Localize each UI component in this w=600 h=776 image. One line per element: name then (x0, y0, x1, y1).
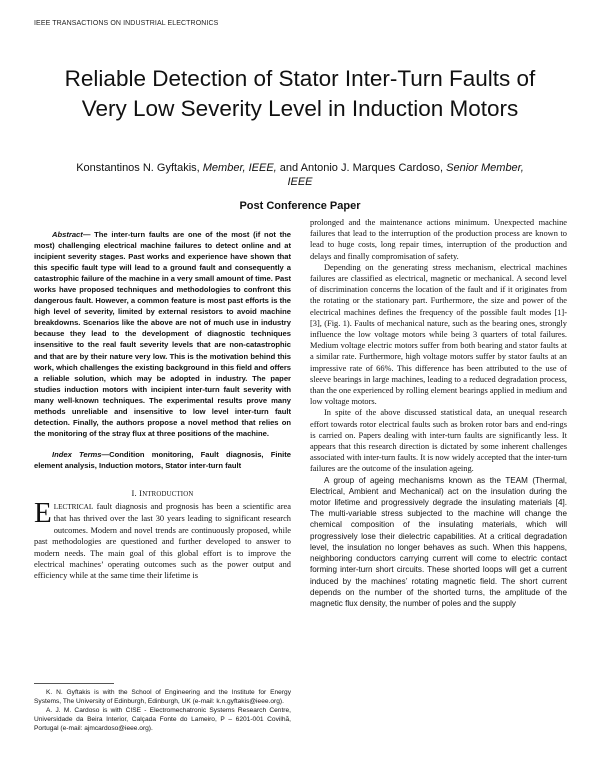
footnote-1: K. N. Gyftakis is with the School of Engineering and the Institute for Energy Systems, The University of Edinburgh, Edinburgh, UK (e-mail: k.n.gyftakis@ieee.org). (34, 689, 291, 705)
right-paragraph-2: Depending on the generating stress mechanism, electrical machines failures are classified as electrical, magnetic or mechanical. A second level of discrimination concerns the location of the fault and if it originates from the rotating or the stationary part. Furthermore, the size and power of the electrical machines defines the frequency of the possible fault modes [1]-[3], (Fig. 1). Faults of mechanical nature, such as the bearing ones, strongly influence the low voltage motors while being 3 quarters of total failures. Medium voltage electric motors suffer from both bearing and stator faults at a similar rate. Furthermore, high voltage motors suffer by stator faults at an impressive rate of 66%. This difference has been attributed to the use of sleeve bearings in large machines, leading to a reduced degradation process, than the one experienced by rolling element bearings applied in medium and low voltage motors. (310, 262, 567, 407)
right-paragraph-3: In spite of the above discussed statistical data, an unequal research effort towards rotor electrical faults such as broken rotor bars and end-rings is carried on. Papers dealing with inter-turn faults are significantly less. It appears that this research direction is dictated by some inherent challenges associated with inter-turn faults. It is now widely accepted that the inter-turn failures are the outcome of the insulation ageing. (310, 408, 567, 474)
paper-title: Reliable Detection of Stator Inter-Turn Faults of Very Low Severity Level in Induction Motors (64, 66, 536, 121)
right-paragraph-1: prolonged and the maintenance actions minimum. Unexpected machine failures that lead to the interruption of the production process are known to lead to huge costs, long repair times, interruption of the production and delays and finally compromisation of safety. (310, 218, 567, 261)
author2-role: Senior Member, IEEE (287, 162, 524, 188)
right-column (310, 217, 567, 609)
drop-cap: E (34, 496, 52, 529)
footnotes (34, 688, 291, 733)
author1-role: Member, IEEE, (202, 162, 277, 174)
section-head-first: I (139, 487, 143, 498)
author-join: and Antonio J. Marques Cardoso, (276, 162, 447, 174)
right-paragraph-4: A group of ageing mechanisms known as the TEAM (Thermal, Electrical, Ambient and Mechanical) act on the insulation during the motor lifetime and progressively degrade the insulating materials [4]. The multi-variable stress subjected to the machine will change the chemical composition of the insulating materials, which will progressively lose their dielectric capabilities. At a critical degradation level, the insulation no longer behaves as such. When this happens, neighboring conductors carrying current will come to electric contact forming inter-turn short circuits. These shorted loops will get a current induced by the machines’ rotating magnetic field. The short current depends on the number of the shorted turns, the amplitude of the magnetic flux density, the number of poles and the supply (310, 475, 567, 608)
section-numeral: I. (131, 487, 140, 498)
footnote-rule (34, 683, 114, 684)
author1-name: Konstantinos N. Gyftakis, (76, 162, 203, 174)
author-line (70, 161, 530, 189)
conference-label: Post Conference Paper (239, 200, 361, 212)
intro-lead-caps: LECTRICAL (53, 502, 94, 511)
index-terms (34, 449, 291, 471)
abstract (34, 229, 291, 439)
abstract-text: — The inter-turn faults are one of the most (if not the most) challenging electrical machine failures to detect online and at incipient severity stages. Past works and experience have shown that this specific fault type will lead to a ground fault and consequently a catastrophic failure of the machine in a very small amount of time. Past works have proposed techniques and methodologies to confront this dangerous fault. However, a common feature is most past efforts is the high level of severity, limited by external resistors to avoid machine breakdowns. Scenarios like the above are not of much use in industry because they lead to the development of diagnostic techniques insensitive to the real fault severity levels that are non-catastrophic and that are by their nature very low. This is the motivation behind this work, which challenges the existing background in this field and offers a reliable solution, which may be adopted in industry. The paper studies induction motors with incipient inter-turn fault severity with many well-known techniques. The experimental results prove many methods unreliable and insensitive to low level inter-turn fault detection. Finally, the authors propose a novel method that relies on the monitoring of the stray flux at three positions of the machine. (34, 230, 291, 438)
intro-paragraph (34, 496, 291, 582)
section-heading (34, 488, 291, 498)
index-terms-text: —Condition monitoring, Fault diagnosis, Finite element analysis, Induction motors, Stator inter-turn fault (34, 449, 291, 470)
left-column (34, 229, 291, 582)
index-terms-label: Index Terms (52, 449, 102, 459)
journal-header: IEEE TRANSACTIONS ON INDUSTRIAL ELECTRONICS (34, 20, 219, 27)
intro-text: fault diagnosis and prognosis has been a scientific area that has thrived over the last 30 years leading to significant research outcomes. Modern and novel trends are continuously proposed, while past methodologies are questioned and further developed to answer to modern needs. The main goal of this global effort is to improve the electrical machines’ operating outcomes such as the power output and efficiency while at the same time their lifetime is (34, 501, 291, 581)
section-head-rest: NTRODUCTION (142, 490, 194, 498)
footnote-2: A. J. M. Cardoso is with CISE - Electromechatronic Systems Research Centre, Universidade da Beira Interior, Calçada Fonte do Lameiro, P – 6201-001 Covilhã, Portugal (e-mail: ajmcardoso@ieee.org). (34, 707, 291, 732)
abstract-label: Abstract (52, 230, 83, 239)
